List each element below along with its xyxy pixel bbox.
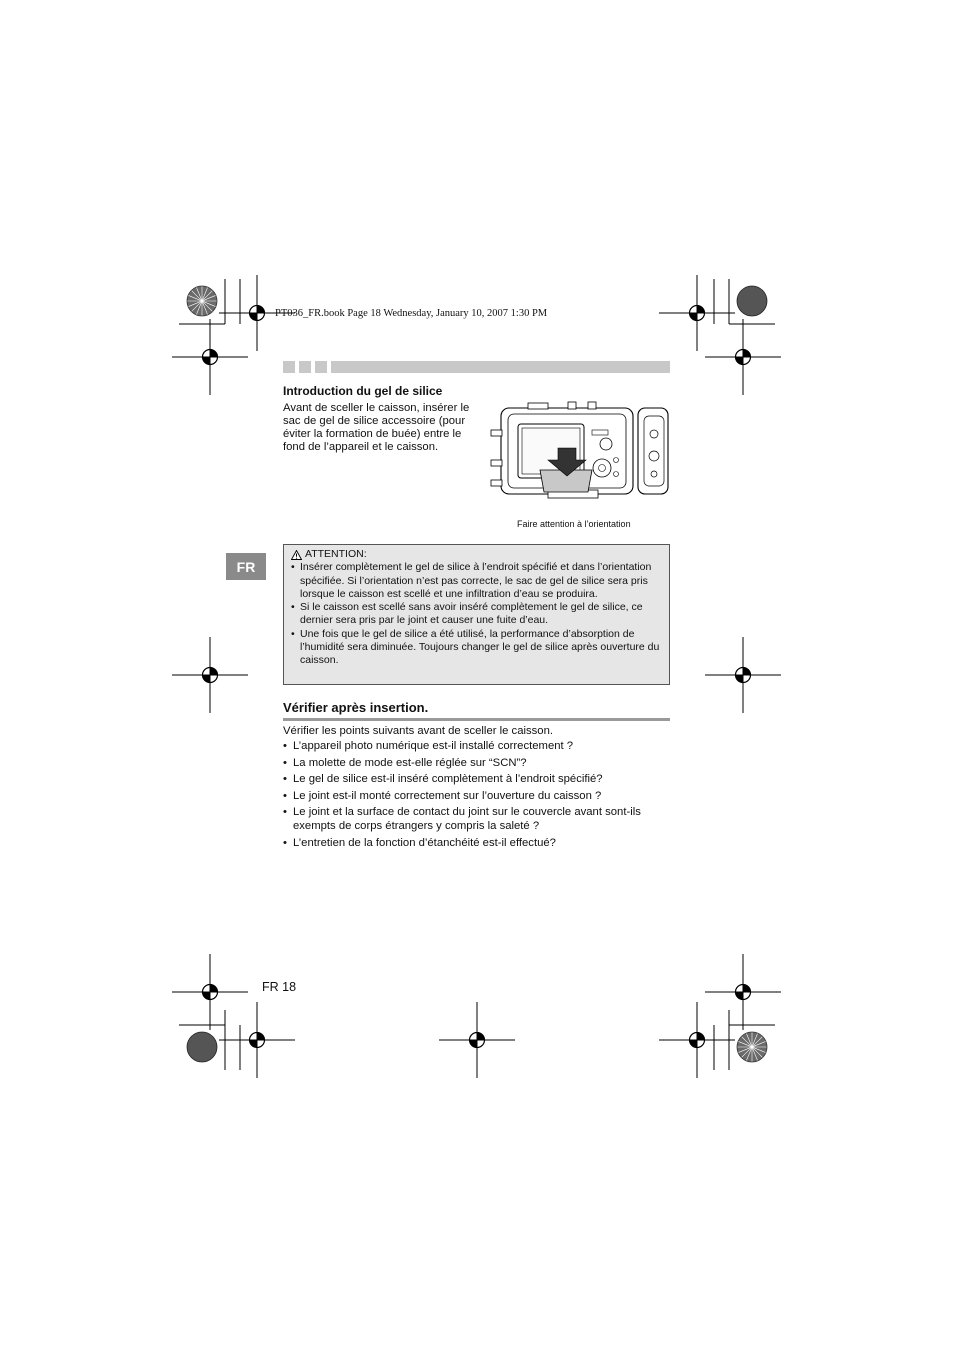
header-bar <box>283 361 670 373</box>
attention-item: • Insérer complètement le gel de silice à l’endroit spécifié et dans l’orientation spécifiée. Si l’orientation n’est pas correcte, le sac de gel de silice sera pris lorsque le caisson est scellé et une infiltration d’eau se produira. <box>291 561 661 601</box>
section-divider <box>283 718 670 721</box>
attention-box <box>283 544 670 685</box>
verify-checklist <box>283 739 670 852</box>
list-item: • Le joint et la surface de contact du joint sur le couvercle avant sont-ils exempts de corps étrangers y compris la saleté ? <box>283 805 670 833</box>
attention-title: ATTENTION: <box>305 548 367 560</box>
attention-item: • Une fois que le gel de silice a été utilisé, la performance d’absorption de l’humidité sera diminuée. Toujours changer le gel de silice après ouverture du caisson. <box>291 628 661 668</box>
silica-text: Avant de sceller le caisson, insérer le sac de gel de silice accessoire (pour éviter la formation de buée) entre le fond de l’appareil et le caisson. <box>283 402 470 453</box>
attention-item: • Si le caisson est scellé sans avoir inséré complètement le gel de silice, ce dernier sera pris par le joint et causer une fuite d’eau. <box>291 601 661 628</box>
illustration-caption: Faire attention à l’orientation <box>517 519 631 529</box>
list-item: • L’appareil photo numérique est-il installé correctement ? <box>283 739 670 753</box>
list-item: • Le gel de silice est-il inséré complètement à l’endroit spécifié? <box>283 772 670 786</box>
language-tab: FR <box>226 553 266 580</box>
list-item: • La molette de mode est-elle réglée sur “SCN”? <box>283 756 670 770</box>
verify-intro: Vérifier les points suivants avant de sceller le caisson. <box>283 725 554 737</box>
print-info: PT036_FR.book Page 18 Wednesday, January 10, 2007 1:30 PM <box>275 308 548 319</box>
list-item: • L’entretien de la fonction d’étanchéité est-il effectué? <box>283 836 670 850</box>
list-item: • Le joint est-il monté correctement sur l’ouverture du caisson ? <box>283 789 670 803</box>
verify-title: Vérifier après insertion. <box>283 700 429 715</box>
warning-icon <box>291 550 302 560</box>
page-number: FR 18 <box>262 980 297 994</box>
silica-heading: Introduction du gel de silice <box>283 384 443 398</box>
housing-illustration <box>488 400 670 504</box>
